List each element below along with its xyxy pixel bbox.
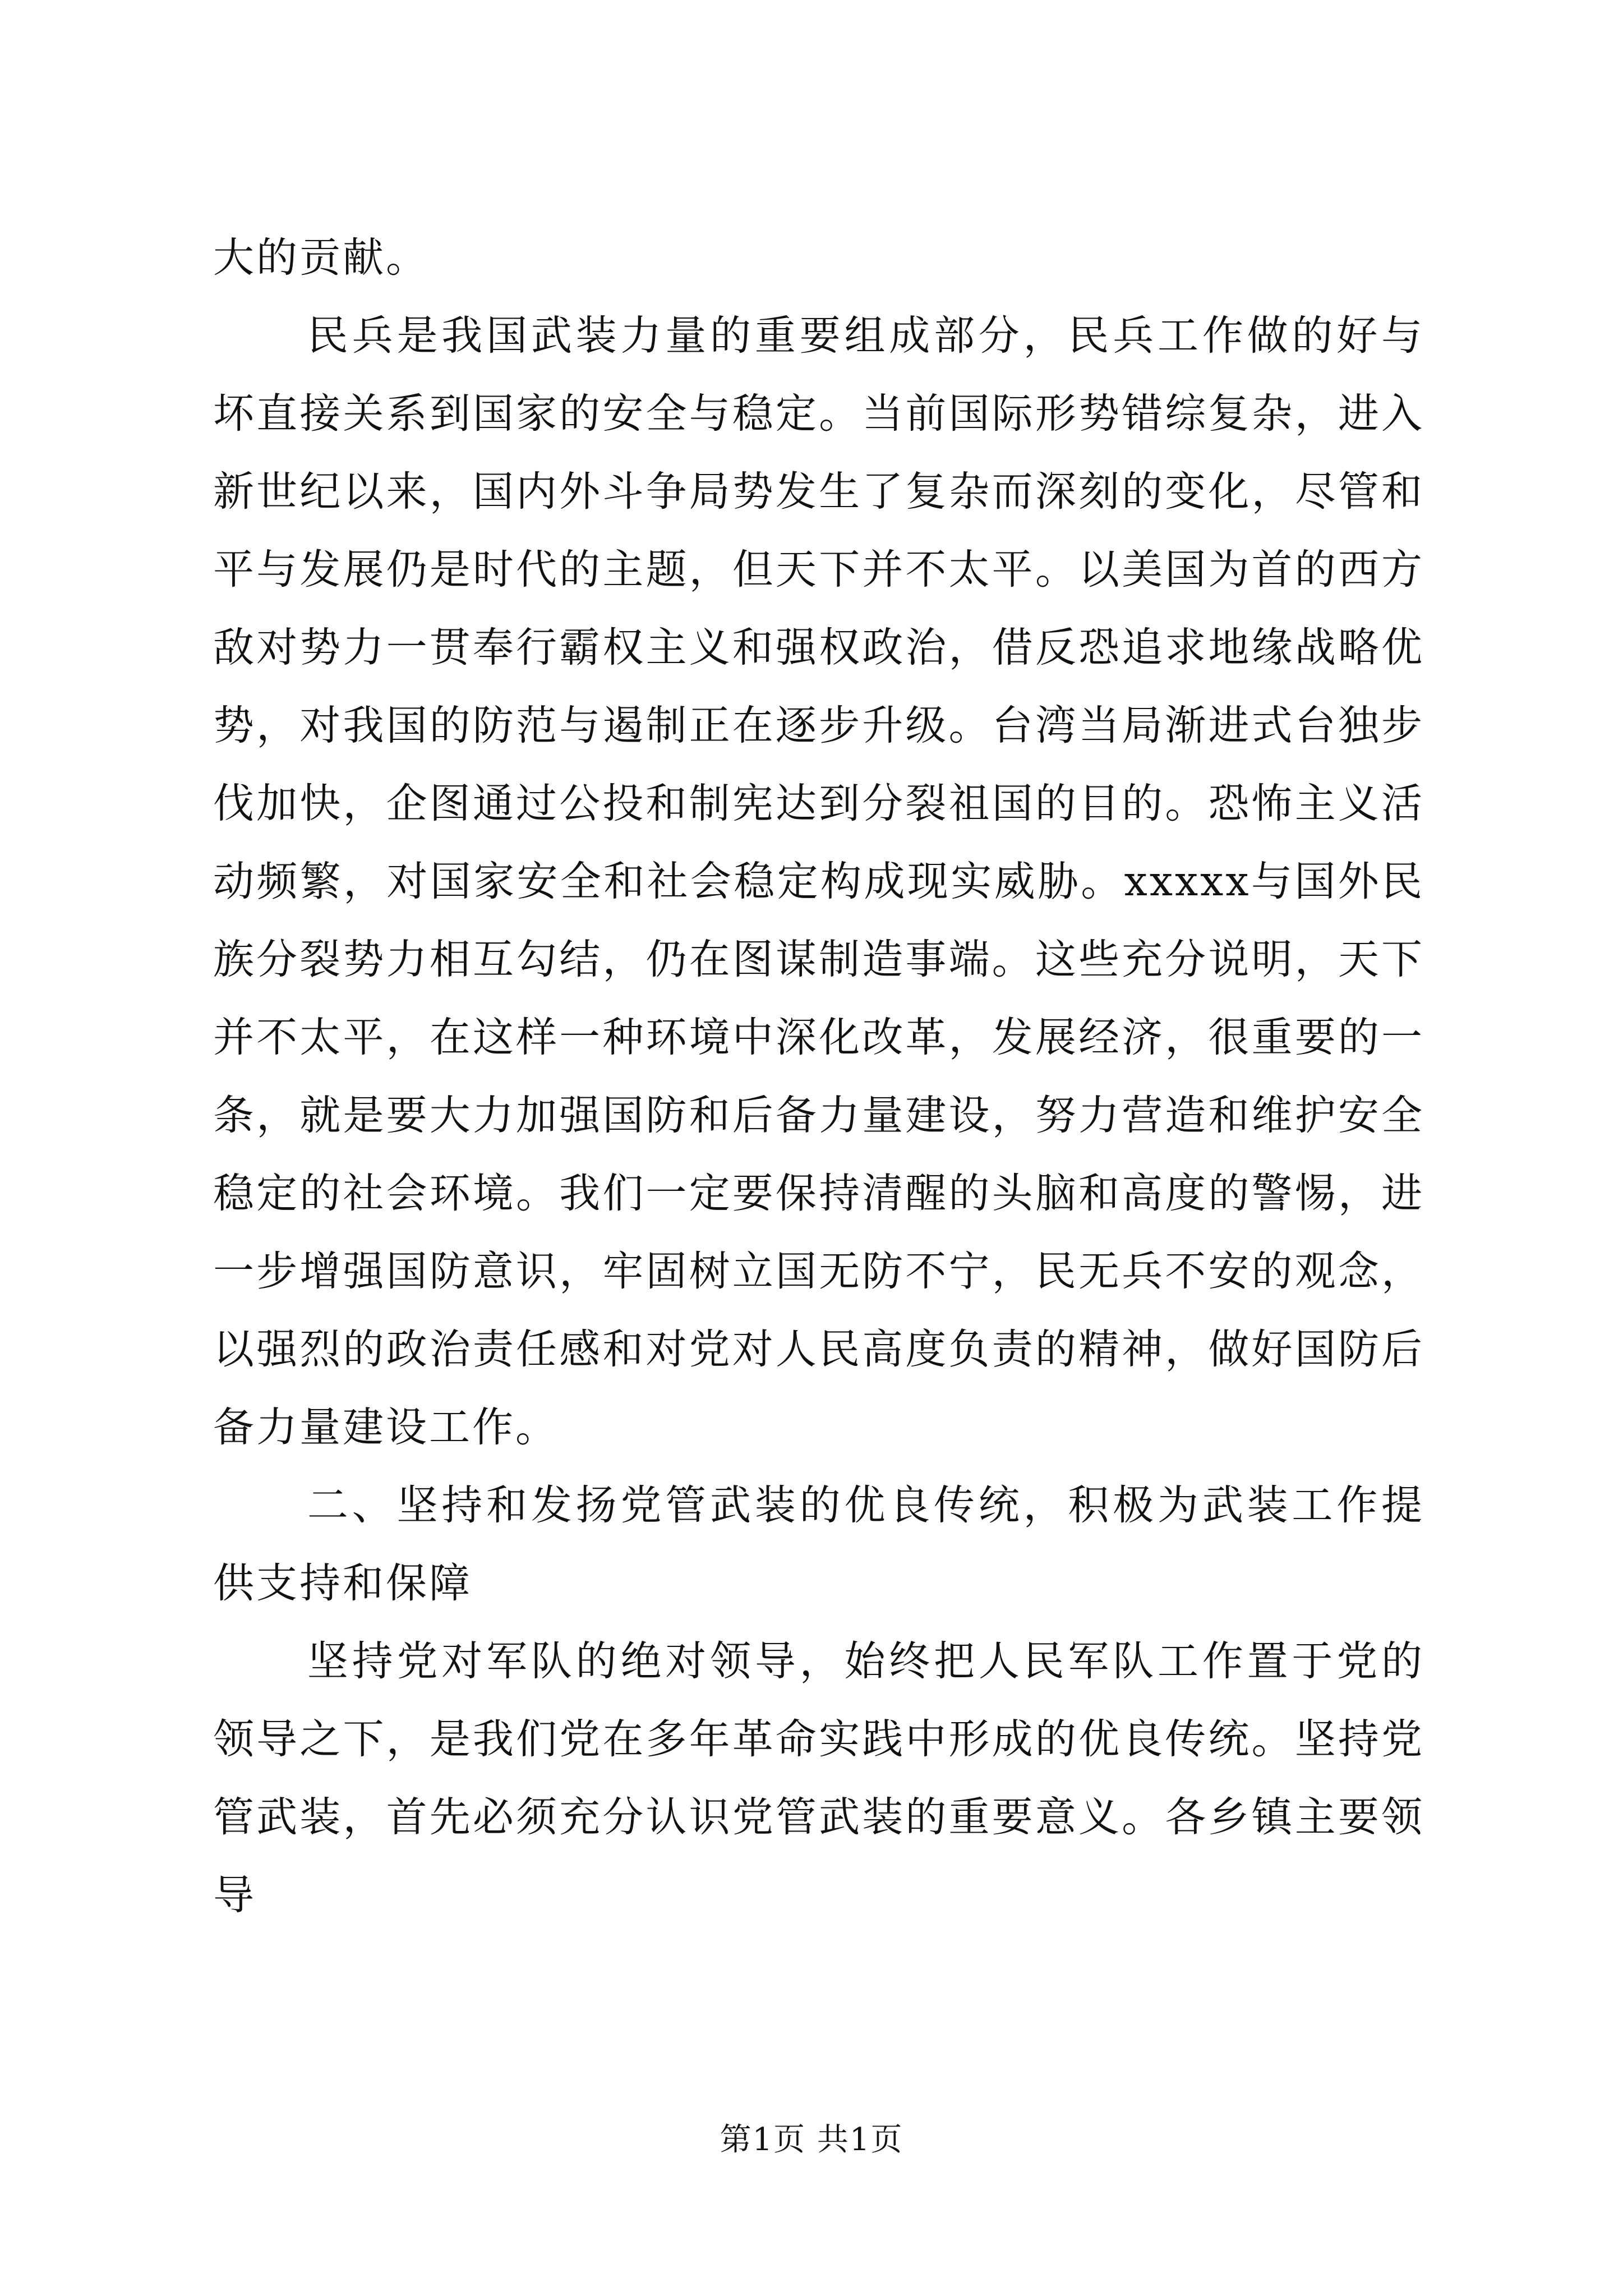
section-heading-two: 二、坚持和发扬党管武装的优良传统，积极为武装工作提供支持和保障 — [213, 1481, 1424, 1607]
paragraph-continuation: 大的贡献。 — [213, 234, 429, 282]
page-footer: 第1页 共1页 — [720, 2122, 903, 2158]
paragraph-militia: 民兵是我国武装力量的重要组成部分，民兵工作做的好与坏直接关系到国家的安全与稳定。当前国际形势错综复杂，进入新世纪以来，国内外斗争局势发生了复杂而深刻的变化，尽管和平与发展仍是时代的主题，但天下并不太平。以美国为首的西方敌对势力一贯奉行霸权主义和强权政治，借反恐追求地缘战略优势，对我国的防范与遏制正在逐步升级。台湾当局渐进式台独步伐加快，企图通过公投和制宪达到分裂祖国的目的。恐怖主义活动频繁，对国家安全和社会稳定构成现实威胁。xxxxx与国外民族分裂势力相互勾结，仍在图谋制造事端。这些充分说明，天下并不太平，在这样一种环境中深化改革，发展经济，很重要的一条，就是要大力加强国防和后备力量建设，努力营造和维护安全稳定的社会环境。我们一定要保持清醒的头脑和高度的警惕，进一步增强国防意识，牢固树立国无防不宁，民无兵不安的观念，以强烈的政治责任感和对党对人民高度负责的精神，做好国防后备力量建设工作。 — [213, 312, 1424, 1451]
paragraph-party-leadership: 坚持党对军队的绝对领导，始终把人民军队工作置于党的领导之下，是我们党在多年革命实践中形成的优良传统。坚持党管武装，首先必须充分认识党管武装的重要意义。各乡镇主要领导 — [213, 1637, 1424, 1919]
document-body — [213, 219, 1424, 1934]
